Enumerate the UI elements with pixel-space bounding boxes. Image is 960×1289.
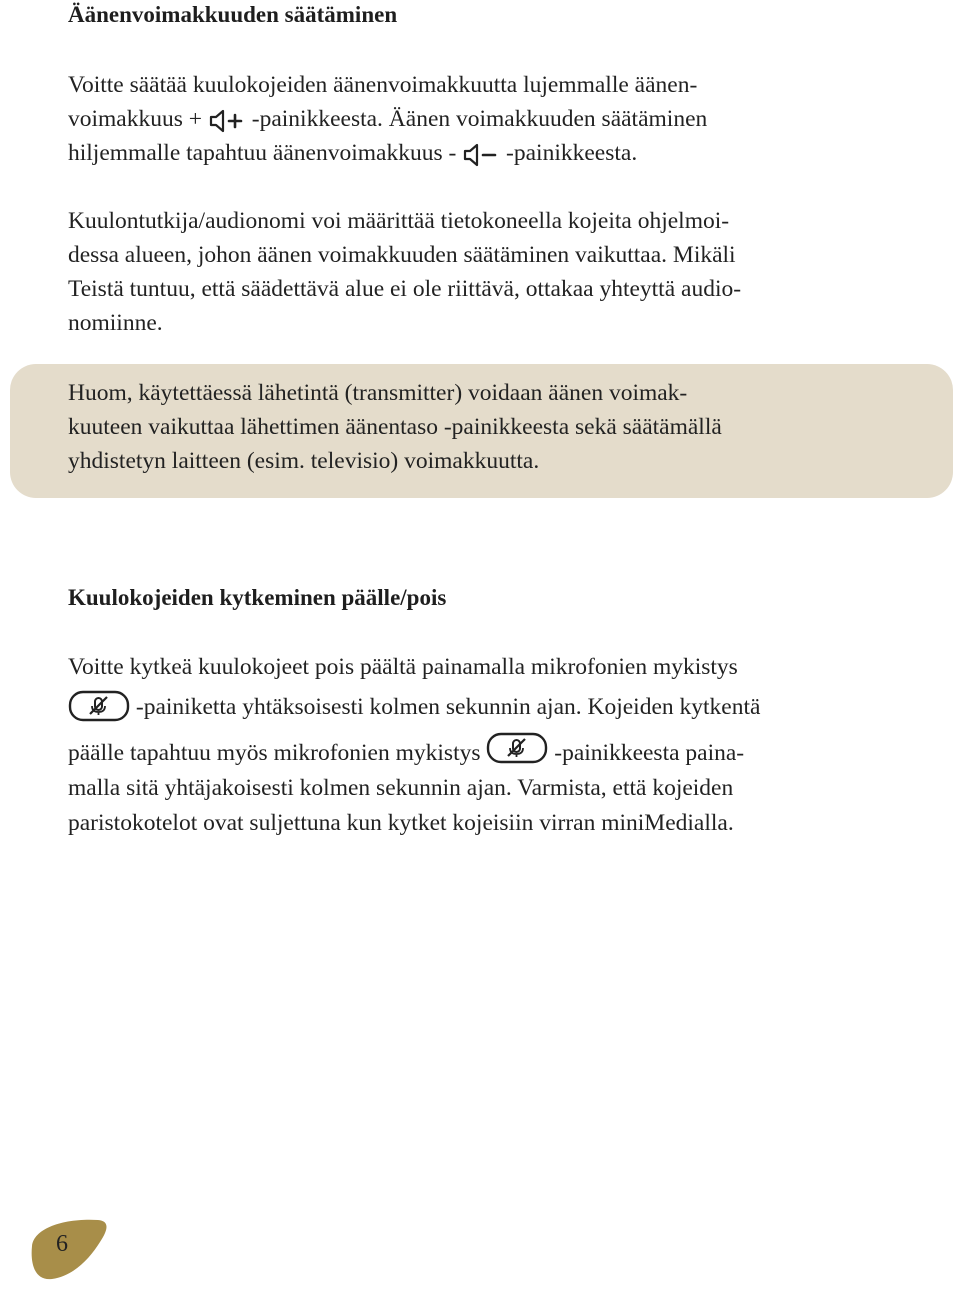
paragraph-line — [68, 690, 760, 724]
note-line: yhdistetyn laitteen (esim. televisio) voimakkuutta. — [68, 448, 540, 474]
paragraph-line: paristokotelot ovat suljettuna kun kytket kojeisiin virran miniMedialla. — [68, 810, 734, 836]
text-fragment: -painikkeesta paina- — [548, 740, 745, 766]
paragraph-line: Voitte säätää kuulokojeiden äänenvoimakkuutta lujemmalle äänen- — [68, 72, 698, 98]
text-fragment: päälle tapahtuu myös mikrofonien mykistys — [68, 740, 487, 766]
paragraph-line: Voitte kytkeä kuulokojeet pois päältä painamalla mikrofonien mykistys — [68, 654, 738, 680]
mute-button-icon — [68, 690, 130, 722]
paragraph-line: dessa alueen, johon äänen voimakkuuden säätäminen vaikuttaa. Mikäli — [68, 242, 736, 268]
text-fragment: hiljemmalle tapahtuu äänenvoimakkuus - — [68, 140, 463, 166]
paragraph-line: Kuulontutkija/audionomi voi määrittää tietokoneella kojeita ohjelmoi- — [68, 208, 730, 234]
text-fragment: -painikkeesta. Äänen voimakkuuden säätäminen — [245, 106, 708, 132]
page-number: 6 — [56, 1231, 68, 1257]
section-title-power: Kuulokojeiden kytkeminen päälle/pois — [68, 585, 447, 610]
section-title-volume: Äänenvoimakkuuden säätäminen — [68, 2, 398, 27]
paragraph-line — [68, 736, 744, 770]
text-fragment: -painikkeesta. — [500, 140, 638, 166]
paragraph-line: Teistä tuntuu, että säädettävä alue ei ole riittävä, ottakaa yhteyttä audio- — [68, 276, 742, 302]
paragraph-line — [68, 102, 707, 136]
note-line: Huom, käytettäessä lähetintä (transmitter) voidaan äänen voimak- — [68, 380, 688, 406]
volume-up-icon — [208, 108, 246, 134]
paragraph-line — [68, 136, 637, 170]
volume-down-icon — [462, 142, 500, 168]
note-line: kuuteen vaikuttaa lähettimen äänentaso -painikkeesta sekä säätämällä — [68, 414, 722, 440]
mute-button-icon — [486, 732, 548, 764]
paragraph-line: nomiinne. — [68, 310, 163, 336]
text-fragment: -painiketta yhtäksoisesti kolmen sekunnin ajan. Kojeiden kytkentä — [130, 694, 761, 720]
paragraph-line: malla sitä yhtäjakoisesti kolmen sekunnin ajan. Varmista, että kojeiden — [68, 775, 734, 801]
text-fragment: voimakkuus + — [68, 106, 208, 132]
